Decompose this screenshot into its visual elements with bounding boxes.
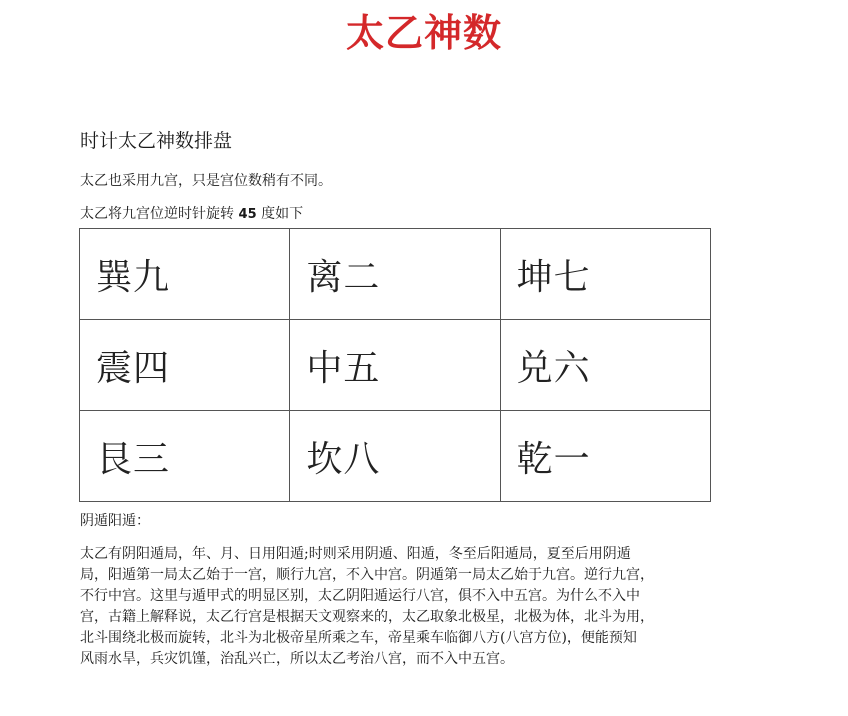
palace-cell-zhong: 中五 [290,320,500,411]
body-paragraph [80,544,720,670]
paragraph-line: 宫，古籍上解释说，太乙行宫是根据天文观察来的，太乙取象北极星，北极为体，北斗为用， [80,609,654,625]
intro-line-2-text: 太乙将九宫位逆时针旋转 [80,206,234,222]
paragraph-line: 风雨水旱，兵灾饥馑，治乱兴亡，所以太乙考治八宫，而不入中五宫。 [80,651,514,667]
paragraph-line: 局，阳遁第一局太乙始于一宫，顺行九宫，不入中宫。阴遁第一局太乙始于九宫。逆行九宫， [80,567,654,583]
grid-row [80,320,711,411]
intro-line-1: 太乙也采用九宫，只是宫位数稍有不同。 [80,173,332,189]
intro-line-2 [80,204,303,225]
palace-cell-gen: 艮三 [80,411,290,502]
grid-row [80,229,711,320]
palace-cell-qian: 乾一 [500,411,710,502]
yin-yang-subheading: 阴遁阳遁： [80,513,150,529]
rotation-degrees: 45 [238,207,257,222]
palace-cell-li: 离二 [290,229,500,320]
paragraph-line: 太乙有阴阳遁局，年、月、日用阳遁;时则采用阴遁、阳遁，冬至后阳遁局，夏至后用阴遁 [80,546,631,562]
palace-cell-kan: 坎八 [290,411,500,502]
nine-palace-grid [79,228,711,502]
paragraph-line: 不行中宫。这里与遁甲式的明显区别，太乙阴阳遁运行八宫，俱不入中五宫。为什么不入中 [80,588,640,604]
palace-cell-xun: 巽九 [80,229,290,320]
palace-cell-zhen: 震四 [80,320,290,411]
palace-cell-kun: 坤七 [500,229,710,320]
intro-line-2-suffix: 度如下 [261,206,304,222]
section-heading: 时计太乙神数排盘 [80,130,233,152]
paragraph-line: 北斗围绕北极而旋转，北斗为北极帝星所乘之车，帝星乘车临御八方(八宫方位)，便能预知 [80,630,637,646]
grid-row [80,411,711,502]
page-title: 太乙神数 [345,11,502,55]
palace-cell-dui: 兑六 [500,320,710,411]
